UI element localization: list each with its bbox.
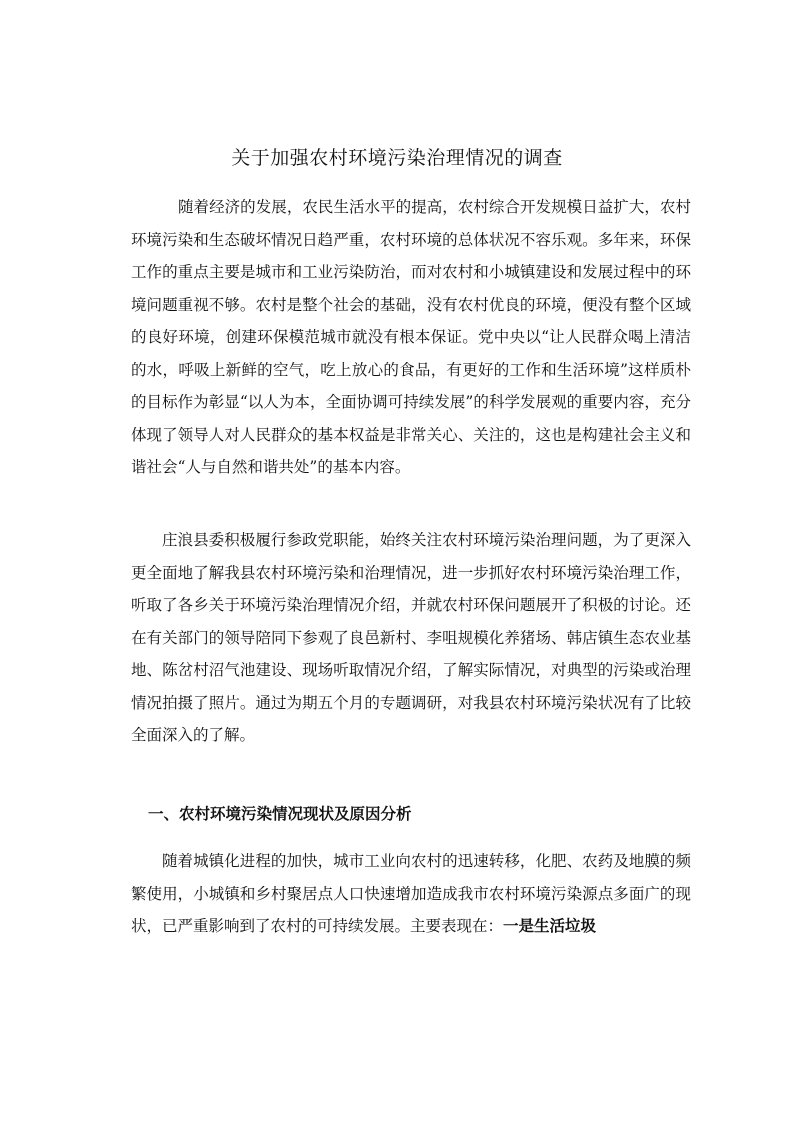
- paragraph-3-text: 随着城镇化进程的加快，城市工业向农村的迅速转移，化肥、农药及地膜的频繁使用，小城镇和乡村聚居点人口快速增加造成我市农村环境污染源点多面广的现状，已严重影响到了农村的可持续发展。主要表现在：: [131, 852, 691, 935]
- document-title: 关于加强农村环境污染治理情况的调查: [231, 147, 563, 169]
- body-paragraph-3: [131, 845, 691, 943]
- body-paragraph-2: 庄浪县委积极履行参政党职能，始终关注农村环境污染治理问题，为了更深入更全面地了解我县农村环境污染和治理情况，进一步抓好农村环境污染治理工作，听取了各乡关于环境污染治理情况介绍，并就农村环保问题展开了积极的讨论。还在有关部门的领导陪同下参观了良邑新村、李咀规模化养猪场、韩店镇生态农业基地、陈岔村沼气池建设、现场听取情况介绍，了解实际情况，对典型的污染或治理情况拍摄了照片。通过为期五个月的专题调研，对我县农村环境污染状况有了比较全面深入的了解。: [131, 531, 691, 744]
- section-heading-1: 一、农村环境污染情况现状及原因分析: [148, 804, 412, 823]
- paragraph-3-bold-text: 一是生活垃圾: [503, 916, 597, 935]
- body-paragraph-1: 随着经济的发展，农民生活水平的提高，农村综合开发规模日益扩大，农村环境污染和生态破坏情况日趋严重，农村环境的总体状况不容乐观。多年来，环保工作的重点主要是城市和工业污染防治，而对农村和小城镇建设和发展过程中的环境问题重视不够。农村是整个社会的基础，没有农村优良的环境，便没有整个区域的良好环境，创建环保模范城市就没有根本保证。党中央以“让人民群众喝上清洁的水，呼吸上新鲜的空气，吃上放心的食品，有更好的工作和生活环境”这样质朴的目标作为彰显“以人为本，全面协调可持续发展”的科学发展观的重要内容，充分体现了领导人对人民群众的基本权益是非常关心、关注的，这也是构建社会主义和谐社会“人与自然和谐共处”的基本内容。: [131, 198, 691, 476]
